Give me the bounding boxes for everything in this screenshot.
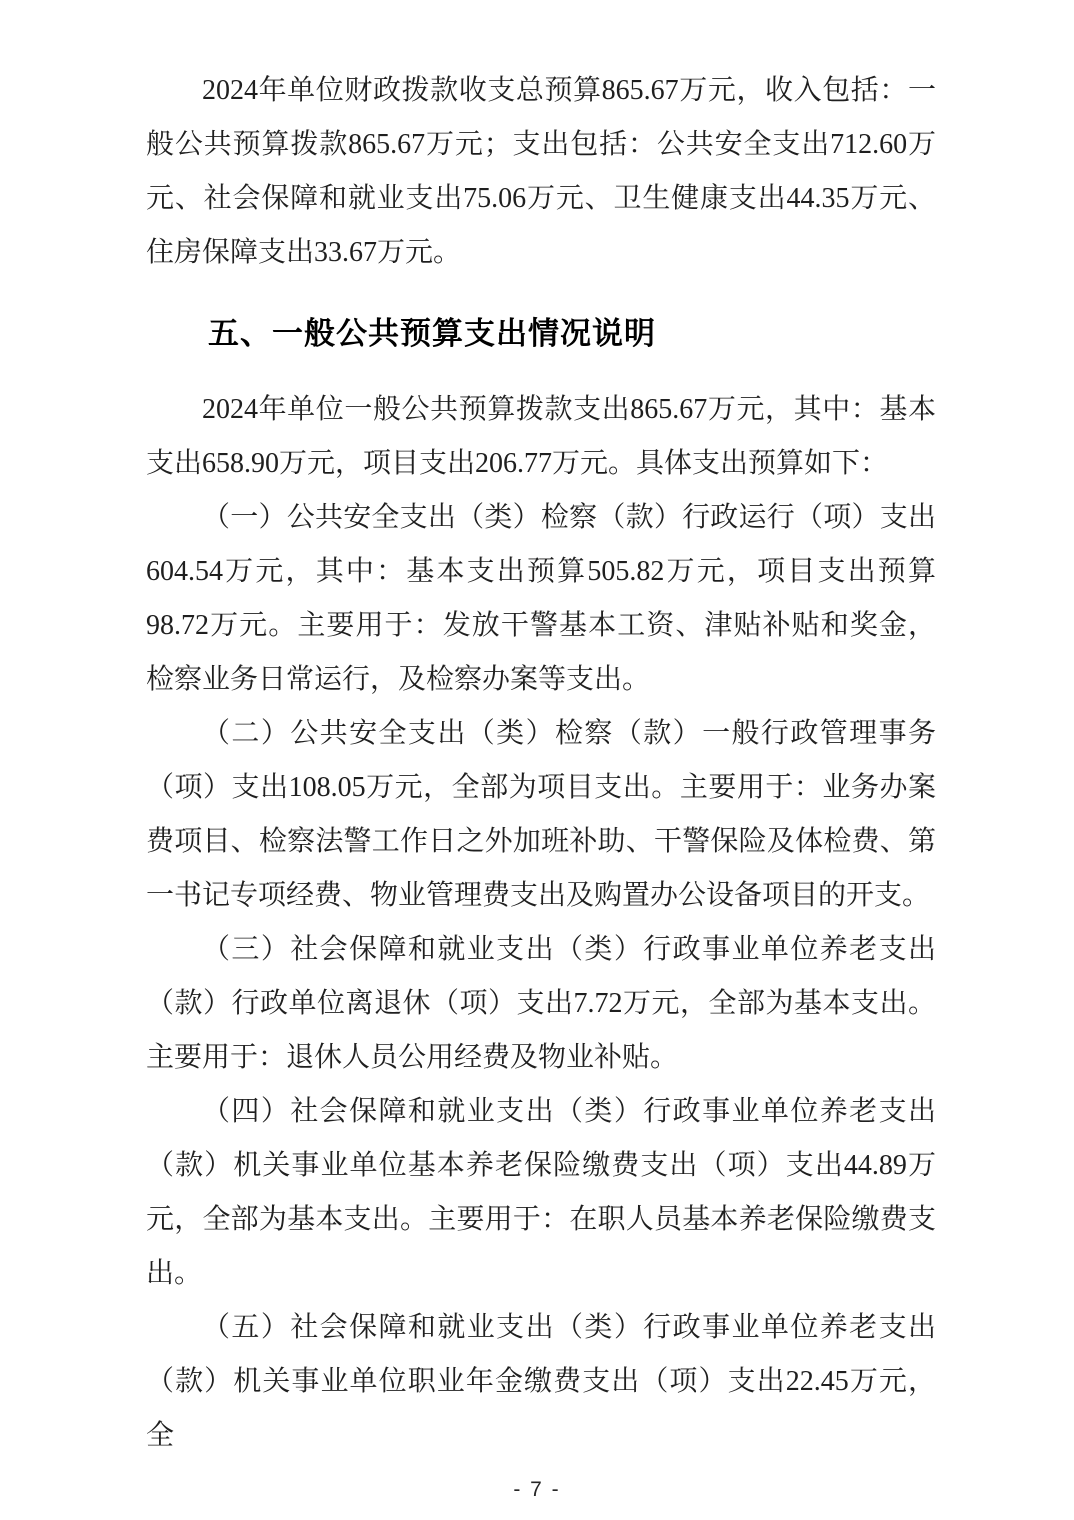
paragraph-item-1-public-safety-admin-operation: （一）公共安全支出（类）检察（款）行政运行（项）支出604.54万元，其中：基本支出预算505.82万元，项目支出预算98.72万元。主要用于：发放干警基本工资、津贴补贴和奖金，检察业务日常运行，及检察办案等支出。: [146, 502, 936, 695]
page-number: - 7 -: [513, 1478, 561, 1501]
section-heading-general-public-budget-expenditure: 五、一般公共预算支出情况说明: [208, 316, 656, 351]
paragraph-item-4-basic-pension-insurance: （四）社会保障和就业支出（类）行政事业单位养老支出（款）机关事业单位基本养老保险缴费支出（项）支出44.89万元，全部为基本支出。主要用于：在职人员基本养老保险缴费支出。: [146, 1096, 936, 1289]
document-content: [146, 64, 936, 1463]
paragraph-item-2-public-safety-general-admin: （二）公共安全支出（类）检察（款）一般行政管理事务（项）支出108.05万元，全部为项目支出。主要用于：业务办案费项目、检察法警工作日之外加班补助、干警保险及体检费、第一书记专项经费、物业管理费支出及购置办公设备项目的开支。: [146, 718, 936, 911]
paragraph-item-5-occupational-annuity: （五）社会保障和就业支出（类）行政事业单位养老支出（款）机关事业单位职业年金缴费支出（项）支出22.45万元，全: [146, 1312, 936, 1451]
paragraph-item-3-social-security-retirement: （三）社会保障和就业支出（类）行政事业单位养老支出（款）行政单位离退休（项）支出7.72万元，全部为基本支出。主要用于：退休人员公用经费及物业补贴。: [146, 934, 936, 1073]
paragraph-expenditure-overview: 2024年单位一般公共预算拨款支出865.67万元，其中：基本支出658.90万元，项目支出206.77万元。具体支出预算如下：: [146, 394, 936, 479]
paragraph-fiscal-appropriation-summary: 2024年单位财政拨款收支总预算865.67万元，收入包括：一般公共预算拨款865.67万元；支出包括：公共安全支出712.60万元、社会保障和就业支出75.06万元、卫生健康支出44.35万元、住房保障支出33.67万元。: [146, 75, 936, 268]
